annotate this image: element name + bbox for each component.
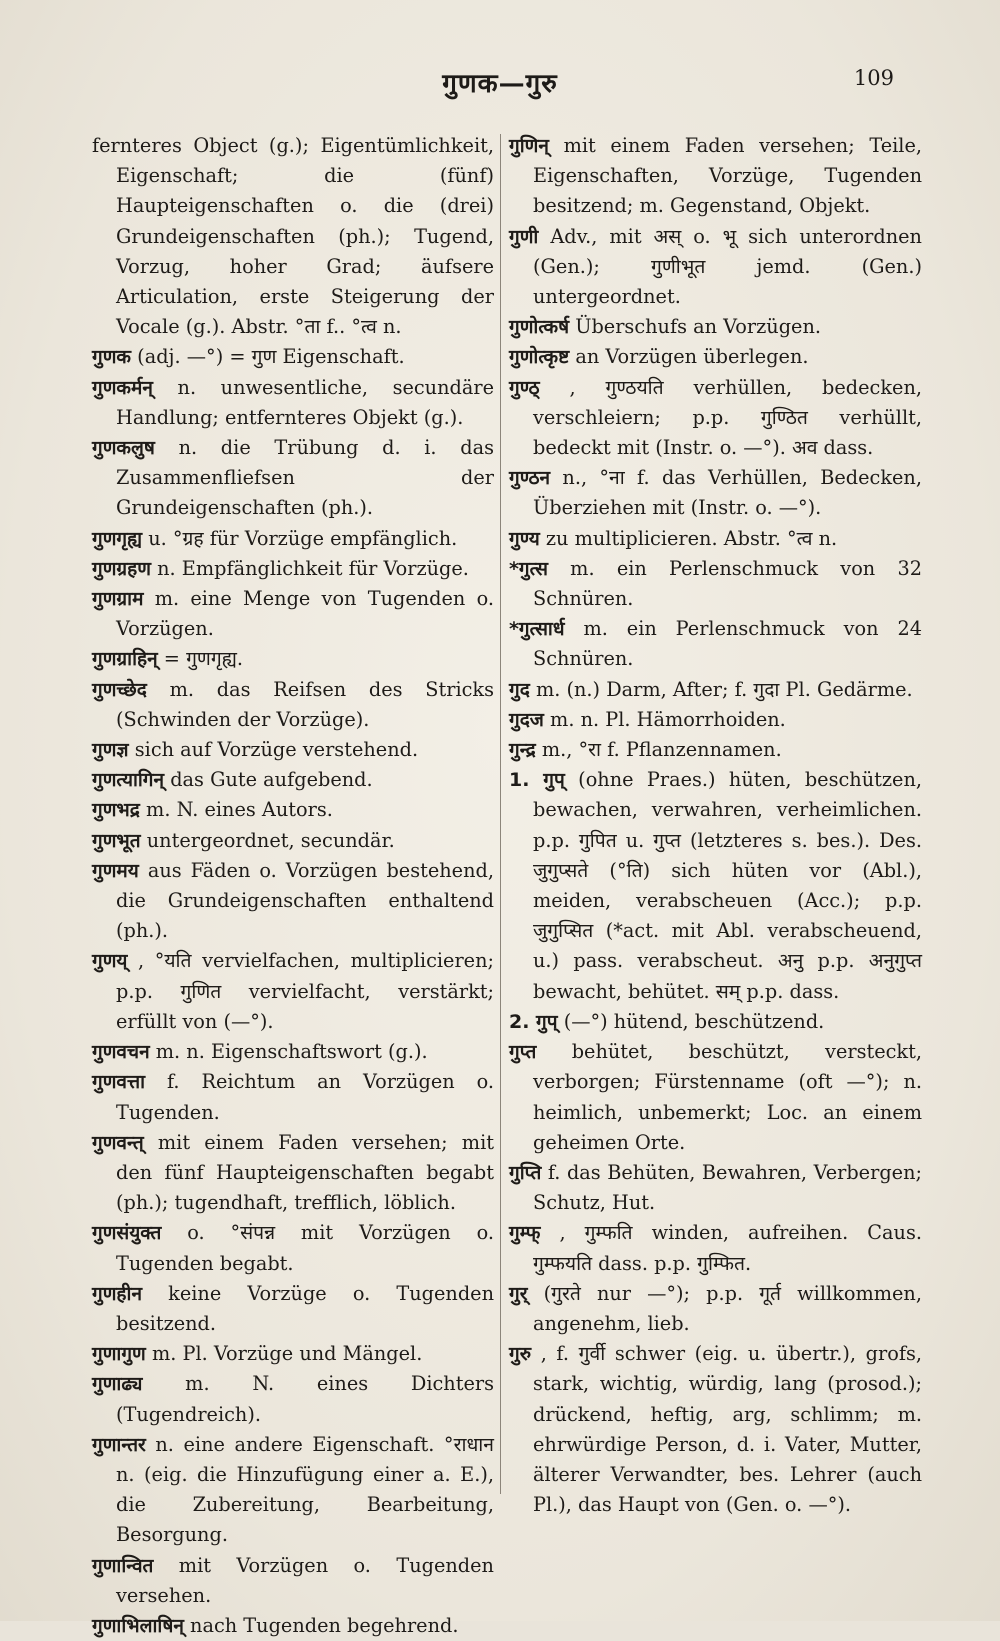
headword: गुण्ठ्: [509, 376, 540, 399]
dictionary-entry: [92, 1430, 494, 1551]
dictionary-entry: [509, 342, 922, 372]
right-column: [509, 131, 922, 1520]
entry-definition: m. (n.) Darm, After; f. गुदा Pl. Gedärme.: [535, 677, 913, 701]
dictionary-entry: [92, 1218, 494, 1278]
headword: गुप्त: [509, 1041, 537, 1064]
headword: गुणसंयुक्त: [92, 1222, 162, 1245]
dictionary-entry: [509, 554, 922, 614]
dictionary-entry: [92, 131, 494, 342]
headword: गुन्द्र: [509, 739, 536, 762]
entry-definition: n., °ना f. das Verhüllen, Bedecken, Überziehen mit (Instr. o. —°).: [533, 466, 922, 520]
dictionary-entry: [92, 826, 494, 856]
entry-definition: fernteres Object (g.); Eigentümlichkeit, Eigenschaft; die (fünf) Haupteigenschaften o. die (drei) Grundeigenschaften (ph.); Tugend, Vorzug, hoher Grad; äufsere Articulation, erste Steigerung der Vocale (g.). Abstr. °ता f.. °त्व n.: [92, 134, 494, 339]
dictionary-entry: [92, 342, 494, 372]
headword: गुणी: [509, 225, 539, 248]
dictionary-entry: [92, 1128, 494, 1219]
headword: गुणगृह्य: [92, 527, 143, 550]
entry-definition: m., °रा f. Pflanzennamen.: [541, 738, 782, 762]
entry-definition: Adv., mit अस् o. भू sich unterordnen (Gen.); गुणीभूत jemd. (Gen.) untergeordnet.: [533, 224, 922, 309]
entry-definition: keine Vorzüge o. Tugenden besitzend.: [116, 1281, 494, 1335]
entry-definition: m. ein Perlenschmuck von 32 Schnüren.: [533, 556, 922, 611]
dictionary-entry: [92, 1339, 494, 1369]
dictionary-entry: [509, 1037, 922, 1158]
headword: गुम्फ्: [509, 1222, 541, 1245]
headword: गुणवचन: [92, 1041, 150, 1064]
headword: गुद: [509, 678, 530, 701]
entry-definition: , f. गुर्वी schwer (eig. u. übertr.), grofs, stark, wichtig, würdig, lang (prosod.); drückend, heftig, arg, schlimm; m. ehrwürdige Person, d. i. Vater, Mutter, älterer Verwandter, bes. Lehrer (auch Pl.), das Haupt von (Gen. o. —°).: [533, 1342, 922, 1517]
entry-definition: (adj. —°) = गुण Eigenschaft.: [137, 345, 405, 369]
dictionary-entry: [509, 705, 922, 735]
left-column: [92, 131, 494, 1641]
entry-definition: an Vorzügen überlegen.: [575, 345, 809, 369]
entry-definition: m. N. eines Dichters (Tugendreich).: [116, 1372, 494, 1426]
dictionary-entry: [509, 131, 922, 222]
headword: गुणोत्कृष्ट: [509, 346, 570, 369]
headword: गुणागुण: [92, 1343, 146, 1366]
dictionary-entry: [92, 1279, 494, 1339]
entry-definition: Überschufs an Vorzügen.: [575, 315, 822, 339]
dictionary-entry: [509, 1339, 922, 1520]
entry-definition: nach Tugenden begehrend.: [190, 1613, 459, 1637]
headword: गुणमय: [92, 859, 139, 882]
headword: गुणान्वित: [92, 1554, 154, 1577]
headword: *गुत्सार्ध: [509, 618, 565, 641]
headword: गुणत्यागिन्: [92, 769, 165, 792]
dictionary-entry: [92, 1551, 494, 1611]
dictionary-entry: [92, 856, 494, 947]
entry-definition: m. das Reifsen des Stricks (Schwinden der Vorzüge).: [116, 677, 494, 731]
headword: गुणग्राहिन्: [92, 648, 158, 671]
dictionary-entry: [92, 373, 494, 433]
headword: गुणाढ्य: [92, 1373, 143, 1396]
dictionary-entry: [509, 463, 922, 523]
dictionary-entry: [92, 524, 494, 554]
headword: गुणय्: [92, 950, 128, 973]
dictionary-entry: [92, 1037, 494, 1067]
page-number: 109: [853, 66, 894, 90]
entry-definition: m. N. eines Autors.: [146, 798, 333, 822]
dictionary-entry: [92, 433, 494, 524]
headword: गुणग्राम: [92, 588, 144, 611]
headword: गुणहीन: [92, 1282, 142, 1305]
entry-definition: sich auf Vorzüge verstehend.: [134, 738, 419, 762]
entry-definition: n. die Trübung d. i. das Zusammenfliefsen der Grundeigenschaften (ph.).: [116, 436, 494, 520]
headword: गुणज्ञ: [92, 739, 129, 762]
headword: गुर्: [509, 1282, 528, 1305]
entry-definition: f. Reichtum an Vorzügen o. Tugenden.: [116, 1070, 494, 1124]
dictionary-entry: [509, 614, 922, 674]
dictionary-entry: [92, 946, 494, 1037]
entry-definition: zu multiplicieren. Abstr. °त्व n.: [545, 526, 838, 550]
dictionary-entry: [509, 1158, 922, 1218]
entry-definition: m. n. Pl. Hämorrhoiden.: [550, 707, 786, 731]
dictionary-entry: [92, 735, 494, 765]
headword: 1. गुप्: [509, 769, 565, 792]
running-head: गुणक—गुरु: [442, 69, 558, 99]
dictionary-entry: [509, 675, 922, 705]
dictionary-entry: [509, 735, 922, 765]
dictionary-entry: [509, 222, 922, 313]
entry-definition: , गुम्फति winden, aufreihen. Caus. गुम्फयति dass. p.p. गुम्फित.: [533, 1221, 922, 1275]
entry-definition: (गुरते nur —°); p.p. गूर्त willkommen, angenehm, lieb.: [533, 1281, 922, 1335]
dictionary-entry: [509, 1007, 922, 1037]
entry-definition: n. Empfänglichkeit für Vorzüge.: [157, 556, 469, 580]
dictionary-entry: [509, 524, 922, 554]
dictionary-entry: [92, 675, 494, 735]
dictionary-entry: [92, 644, 494, 674]
entry-definition: , °यति vervielfachen, multiplicieren; p.p. गुणित vervielfacht, verstärkt; erfüllt von (—°).: [116, 949, 494, 1033]
headword: गुणक: [92, 346, 132, 369]
dictionary-entry: [509, 1218, 922, 1278]
headword: गुण्य: [509, 527, 540, 550]
dictionary-entry: [92, 554, 494, 584]
entry-definition: m. eine Menge von Tugenden o. Vorzügen.: [116, 587, 494, 641]
headword: 2. गुप्: [509, 1010, 558, 1033]
entry-definition: o. °संपन्न mit Vorzügen o. Tugenden begabt.: [116, 1221, 494, 1275]
headword: गुरु: [509, 1343, 532, 1366]
dictionary-entry: [92, 1611, 494, 1641]
dictionary-entry: [509, 312, 922, 342]
entry-definition: n. unwesentliche, secundäre Handlung; entfernteres Objekt (g.).: [116, 375, 494, 429]
headword: गुणभद्र: [92, 799, 140, 822]
entry-definition: f. das Behüten, Bewahren, Verbergen; Schutz, Hut.: [533, 1160, 922, 1215]
entry-definition: das Gute aufgebend.: [170, 768, 373, 792]
dictionary-entry: [509, 1279, 922, 1339]
headword: *गुत्स: [509, 557, 548, 580]
entry-definition: mit einem Faden versehen; mit den fünf Haupteigenschaften begabt (ph.); tugendhaft, trefflich, löblich.: [116, 1130, 494, 1215]
entry-definition: u. °ग्रह für Vorzüge empfänglich.: [148, 526, 458, 550]
entry-definition: = गुणगृह्य.: [163, 647, 244, 671]
headword: गुणभूत: [92, 829, 141, 852]
entry-definition: untergeordnet, secundär.: [146, 828, 395, 852]
dictionary-entry: [92, 584, 494, 644]
column-divider: [500, 134, 501, 1494]
headword: गुणच्छेद: [92, 678, 147, 701]
entry-definition: , गुण्ठयति verhüllen, bedecken, verschleiern; p.p. गुण्ठित verhüllt, bedeckt mit (Instr. o. —°). अव dass.: [533, 375, 922, 460]
headword: गुणकर्मन्: [92, 376, 153, 399]
dictionary-entry: [92, 1067, 494, 1127]
headword: गुण्ठन: [509, 467, 551, 490]
headword: गुणवन्त्: [92, 1131, 144, 1154]
dictionary-entry: [92, 1369, 494, 1429]
headword: गुणग्रहण: [92, 557, 151, 580]
headword: गुणिन्: [509, 135, 549, 157]
entry-definition: n. eine andere Eigenschaft. °राधान n. (eig. die Hinzufügung einer a. E.), die Zubereitung, Bearbeitung, Besorgung.: [116, 1432, 494, 1547]
entry-definition: (ohne Praes.) hüten, beschützen, bewachen, verwahren, verheimlichen. p.p. गुपित u. गुप्त (letzteres s. bes.). Des. जुगुप्सते (°ति) sich hüten vor (Abl.), meiden, verabscheuen (Acc.); p.p. जुगुप्सित (*act. mit Abl. verabscheuend, u.) pass. verabscheut. अनु p.p. अनुगुप्त bewacht, behütet. सम् p.p. dass.: [533, 768, 922, 1003]
dictionary-entry: [92, 765, 494, 795]
dictionary-entry: [509, 373, 922, 464]
headword: गुणान्तर: [92, 1433, 146, 1456]
headword: गुणकलुष: [92, 437, 155, 460]
entry-definition: aus Fäden o. Vorzügen bestehend, die Grundeigenschaften enthaltend (ph.).: [116, 858, 494, 943]
entry-definition: m. n. Eigenschaftswort (g.).: [155, 1040, 428, 1064]
dictionary-entry: [92, 795, 494, 825]
entry-definition: behütet, beschützt, versteckt, verborgen; Fürstenname (oft —°); n. heimlich, unbemerkt; Loc. an einem geheimen Orte.: [533, 1040, 922, 1154]
headword: गुप्ति: [509, 1161, 542, 1184]
headword: गुणाभिलाषिन्: [92, 1614, 184, 1637]
entry-definition: mit Vorzügen o. Tugenden versehen.: [116, 1553, 494, 1607]
headword: गुणवत्ता: [92, 1071, 146, 1094]
headword: गुदज: [509, 708, 544, 731]
dictionary-entry: [509, 765, 922, 1007]
headword: गुणोत्कर्ष: [509, 316, 570, 339]
entry-definition: mit einem Faden versehen; Teile, Eigenschaften, Vorzüge, Tugenden besitzend; m. Gegenstand, Objekt.: [533, 134, 922, 218]
entry-definition: m. Pl. Vorzüge und Mängel.: [151, 1342, 423, 1366]
entry-definition: (—°) hütend, beschützend.: [563, 1009, 825, 1033]
entry-definition: m. ein Perlenschmuck von 24 Schnüren.: [533, 617, 922, 671]
